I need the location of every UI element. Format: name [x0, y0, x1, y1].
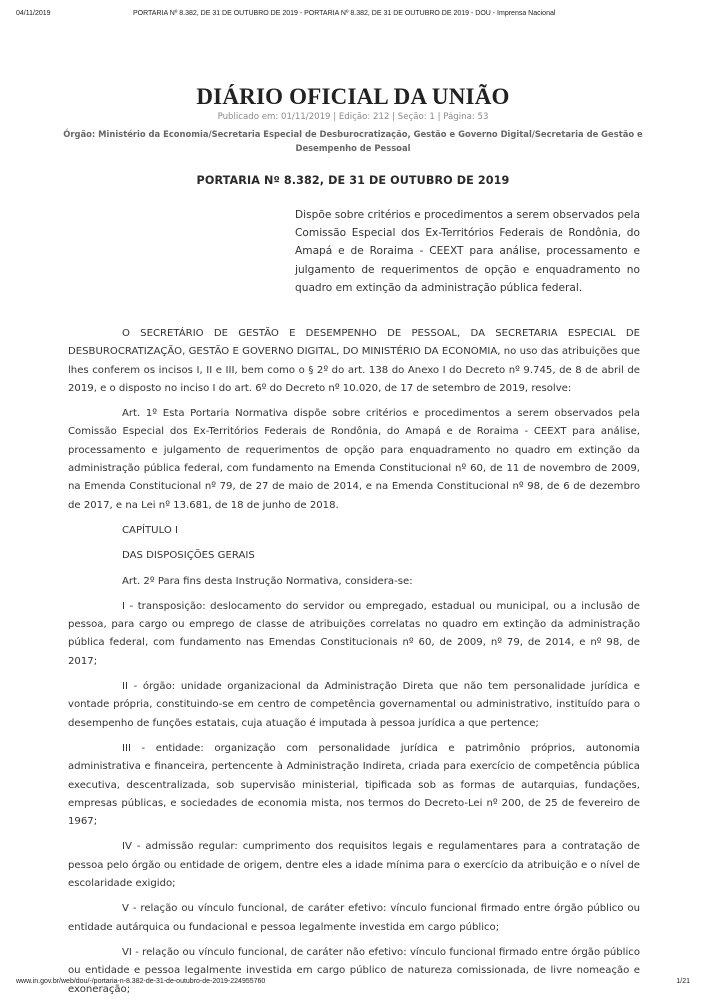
article-paragraph: Art. 1º Esta Portaria Normativa dispõe sobre critérios e procedimentos a serem observados pela Comissão Especial dos Ex-Territórios Federais de Rondônia, do Amapá e de Roraima - CEEXT para análise, processamento e julgamento de requerimentos de opção para enquadramento no quadro em extinção da administração pública federal, com fundamento na Emenda Constitucional nº 60, de 11 de novembro de 2009, na Emenda Constitucional nº 79, de 27 de maio de 2014, e na Emenda Constitucional nº 98, de 6 de dezembro de 2017, e na Lei nº 13.681, de 18 de junho de 2018. — [68, 408, 640, 511]
print-date: 04/11/2019 — [16, 10, 51, 17]
document-body — [68, 325, 640, 1006]
chapter-heading: CAPÍTULO I — [122, 524, 178, 536]
inciso-paragraph: VI - relação ou vínculo funcional, de caráter não efetivo: vínculo funcional firmado entre órgão público ou entidade e pessoa legalmente investida em cargo público de natureza comissionada, de livre nomeação e exoneração; — [68, 946, 640, 995]
inciso-paragraph: II - órgão: unidade organizacional da Administração Direta que não tem personalidade jurídica e vontade própria, constituindo-se em centro de competência governamental ou administrativo, instituído para o desempenho de funções estatais, cuja atuação é imputada à pessoa jurídica a que pertence; — [68, 681, 640, 729]
publication-title: DIÁRIO OFICIAL DA UNIÃO — [196, 84, 510, 109]
preamble-paragraph: O SECRETÁRIO DE GESTÃO E DESEMPENHO DE PESSOAL, DA SECRETARIA ESPECIAL DE DESBUROCRATIZAÇÃO, GESTÃO E GOVERNO DIGITAL, DO MINISTÉRIO DA ECONOMIA, no uso das atribuições que lhes conferem os incisos I, II e III, bem como o § 2º do art. 138 do Anexo I do Decreto nº 9.745, de 8 de abril de 2019, e o disposto no inciso I do art. 6º do Decreto nº 10.020, de 17 de setembro de 2019, resolve: — [68, 328, 640, 394]
ementa: Dispõe sobre critérios e procedimentos a serem observados pela Comissão Especial dos Ex-Territórios Federais de Rondônia, do Amapá e de Roraima - CEEXT para análise, processamento e julgamento de requerimentos de opção e enquadramento no quadro em extinção da administração pública federal. — [295, 209, 640, 294]
inciso-paragraph: V - relação ou vínculo funcional, de caráter efetivo: vínculo funcional firmado entre órgão público ou entidade autárquica ou fundacional e pessoa legalmente investida em cargo público; — [68, 903, 640, 933]
print-page-title: PORTARIA Nº 8.382, DE 31 DE OUTUBRO DE 2019 - PORTARIA Nº 8.382, DE 31 DE OUTUBRO DE 2019 - DOU - Imprensa Nacional — [133, 10, 556, 17]
print-url: www.in.gov.br/web/dou/-/portaria-n-8.382-de-31-de-outubro-de-2019-224955760 — [16, 978, 266, 985]
inciso-paragraph: III - entidade: organização com personalidade jurídica e patrimônio próprios, autonomia administrativa e financeira, pertencente à Administração Indireta, criada para exercício de competência pública executiva, descentralizada, sob supervisão ministerial, tipificada sob as formas de autarquias, fundações, empresas públicas, e sociedades de economia mista, nos termos do Decreto-Lei nº 200, de 25 de fevereiro de 1967; — [68, 742, 640, 828]
chapter-subtitle: DAS DISPOSIÇÕES GERAIS — [122, 550, 255, 562]
masthead — [0, 84, 706, 155]
page-number: 1/21 — [676, 978, 690, 985]
orgao-label: Órgão: Ministério da Economia/Secretaria Especial de Desburocratização, Gestão e Governo Digital/Secretaria de Gestão e Desempenho de Pessoal — [63, 129, 643, 153]
publication-info: Publicado em: 01/11/2019 | Edição: 212 | Seção: 1 | Página: 53 — [217, 112, 489, 122]
article-paragraph: Art. 2º Para fins desta Instrução Normativa, considera-se: — [122, 575, 413, 587]
inciso-paragraph: IV - admissão regular: cumprimento dos requisitos legais e regulamentares para a contratação de pessoa pelo órgão ou entidade de origem, dentre eles a idade mínima para o exercício da atribuição e o nível de escolaridade exigido; — [68, 841, 640, 890]
print-header — [0, 10, 706, 22]
print-footer — [0, 978, 706, 990]
inciso-paragraph: I - transposição: deslocamento do servidor ou empregado, estadual ou municipal, ou a inclusão de pessoa, para cargo ou emprego de classe de atribuições correlatas no quadro em extinção da administração pública federal, com fundamento nas Emendas Constitucionais nº 60, de 2009, nº 79, de 2014, e nº 98, de 2017; — [68, 600, 640, 667]
document-title: PORTARIA Nº 8.382, DE 31 DE OUTUBRO DE 2019 — [196, 174, 510, 187]
